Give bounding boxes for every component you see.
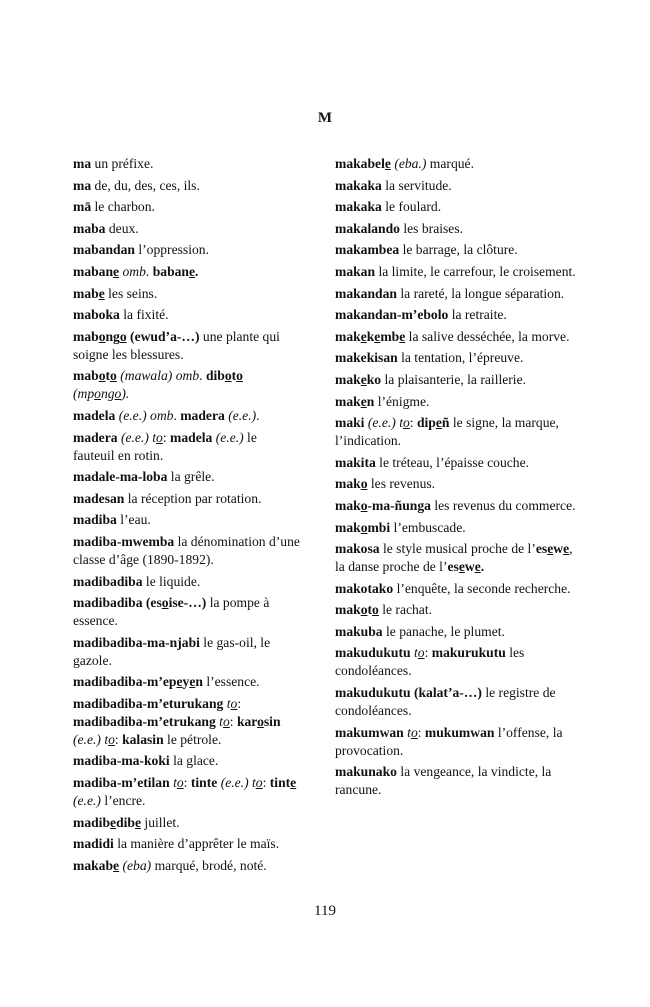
entry-text: . <box>199 368 206 384</box>
entry-text: le foulard. <box>381 199 442 215</box>
entry-text: les condoléances. <box>335 645 525 679</box>
entry-headword: e <box>435 415 442 431</box>
entry-text: omb <box>122 263 146 279</box>
dictionary-entry <box>73 533 301 569</box>
dictionary-entry <box>335 724 580 760</box>
dictionary-entry <box>73 468 301 486</box>
entry-text: un préfixe. <box>91 156 154 171</box>
dictionary-entry <box>73 594 301 630</box>
entry-headword: mbi <box>367 519 391 535</box>
entry-headword: e <box>134 814 142 830</box>
entry-text: o <box>255 775 263 791</box>
dictionary-entry <box>335 349 580 367</box>
entry-headword: ñ <box>441 415 450 431</box>
dictionary-entry <box>335 393 580 411</box>
entry-headword: madidi <box>73 836 114 852</box>
entry-headword: o <box>257 713 264 729</box>
entry-text: les revenus. <box>367 476 436 492</box>
entry-headword: w <box>464 559 475 575</box>
entry-headword: mak <box>335 497 361 513</box>
entry-headword: mak <box>335 476 361 492</box>
entry-text: . <box>145 263 153 279</box>
entry-headword: (ewud’a-…) <box>126 328 200 344</box>
entry-text: o <box>417 645 425 661</box>
entry-text: les braises. <box>399 220 464 236</box>
dictionary-entry <box>73 177 301 195</box>
entry-headword: e <box>374 328 381 344</box>
dictionary-column-right <box>335 155 580 803</box>
entry-headword: e <box>474 559 481 575</box>
dictionary-entry <box>73 155 301 173</box>
entry-headword: mab <box>73 285 99 301</box>
dictionary-entry <box>73 285 301 303</box>
entry-headword: e <box>360 328 367 344</box>
entry-text: (e.e.) t <box>120 429 157 445</box>
entry-headword: madela <box>170 429 213 445</box>
entry-headword: madiba <box>73 512 117 528</box>
entry-headword: makunako <box>335 764 397 780</box>
entry-headword: e <box>360 371 367 387</box>
entry-text: le fauteuil en rotin. <box>73 429 257 463</box>
entry-headword: madibadiba-m’etrukang <box>73 713 216 729</box>
entry-text: la vengeance, la vindicte, la rancune. <box>335 764 552 798</box>
dictionary-entry <box>335 684 580 720</box>
entry-headword: e <box>458 559 465 575</box>
entry-headword: o <box>360 476 368 492</box>
entry-text: le gas-oil, le gazole. <box>73 634 271 668</box>
entry-headword: mak <box>335 519 361 535</box>
entry-text: la manière d’apprêter le maïs. <box>113 836 280 852</box>
entry-headword: mabandan <box>73 242 135 258</box>
entry-text: o <box>402 415 410 431</box>
dictionary-entry <box>73 490 301 508</box>
dictionary-entry <box>73 673 301 691</box>
dictionary-entry <box>73 263 301 281</box>
entry-headword: mab <box>73 328 99 344</box>
entry-headword: makurukutu <box>431 645 506 661</box>
entry-headword: e <box>113 263 120 279</box>
dictionary-entry <box>335 155 580 173</box>
entry-headword: y <box>182 674 190 690</box>
dictionary-entry <box>335 601 580 619</box>
entry-headword: mā <box>73 199 92 215</box>
entry-text: la limite, le carrefour, le croisement. <box>375 263 576 279</box>
dictionary-entry <box>73 328 301 364</box>
entry-headword: maboka <box>73 307 120 323</box>
entry-headword: e <box>547 541 554 557</box>
entry-headword: n <box>366 393 375 409</box>
entry-headword: o <box>360 602 368 618</box>
dictionary-entry <box>73 241 301 259</box>
entry-text: juillet. <box>141 814 180 830</box>
entry-headword: e <box>399 328 406 344</box>
entry-headword: mab <box>73 368 99 384</box>
entry-headword: es <box>535 541 548 557</box>
entry-headword: sin <box>263 713 281 729</box>
entry-headword: o <box>360 519 368 535</box>
entry-text: la salive desséchée, la morve. <box>405 328 570 344</box>
dictionary-entry <box>73 429 301 465</box>
entry-text: l’encre. <box>100 793 146 809</box>
entry-text: le style musical proche de l’ <box>379 541 536 557</box>
entry-headword: kar <box>236 713 258 729</box>
dictionary-entry <box>335 475 580 493</box>
entry-text: o <box>230 695 238 711</box>
entry-headword: maban <box>73 263 114 279</box>
entry-headword: madale-ma-loba <box>73 469 168 485</box>
dictionary-entry <box>73 774 301 810</box>
entry-text: t <box>173 775 177 791</box>
entry-text: t <box>226 695 231 711</box>
entry-text: : <box>162 429 171 445</box>
entry-text: l’eau. <box>116 512 151 528</box>
dictionary-entry <box>73 407 301 425</box>
entry-headword: madibadiba (es <box>73 595 162 611</box>
entry-headword: t <box>367 602 373 618</box>
entry-text: la plaisanterie, la raillerie. <box>381 371 527 387</box>
entry-headword: . <box>195 263 199 279</box>
dictionary-column-left <box>73 155 301 878</box>
entry-headword: makan <box>335 263 376 279</box>
entry-headword: kalasin <box>122 731 164 747</box>
entry-headword: makalando <box>335 220 400 236</box>
entry-headword: n <box>195 674 203 690</box>
entry-text: : <box>424 645 432 661</box>
entry-headword: madibadiba-m’eturukang <box>73 695 224 711</box>
dictionary-entry <box>73 367 301 403</box>
entry-headword: madibadiba <box>73 573 143 589</box>
entry-headword: makuba <box>335 623 383 639</box>
entry-headword: o <box>110 368 117 384</box>
entry-headword: e <box>290 775 297 791</box>
entry-headword: e <box>113 857 120 873</box>
entry-text: la grêle. <box>167 469 215 485</box>
dictionary-entry <box>73 220 301 238</box>
entry-headword: ma <box>73 156 92 171</box>
entry-headword: t <box>105 368 111 384</box>
entry-headword: makotako <box>335 580 394 596</box>
entry-text: (e.e.) <box>215 429 244 445</box>
entry-text: . <box>173 407 181 423</box>
entry-headword: mak <box>335 393 361 409</box>
entry-headword: ma <box>73 177 92 193</box>
entry-text: la servitude. <box>381 177 452 193</box>
entry-headword: w <box>553 541 564 557</box>
dictionary-entry <box>335 285 580 303</box>
dictionary-entry <box>335 497 580 515</box>
entry-headword: dib <box>116 814 135 830</box>
entry-text: : <box>237 695 242 711</box>
entry-text: : <box>229 713 237 729</box>
dictionary-entry <box>73 752 301 770</box>
entry-headword: k <box>366 328 375 344</box>
entry-headword: e <box>189 674 196 690</box>
dictionary-entry <box>335 540 580 576</box>
dictionary-entry <box>335 371 580 389</box>
entry-headword: . <box>480 559 485 575</box>
entry-headword: makandan-m’ebolo <box>335 307 449 323</box>
entry-text: , la danse proche de l’ <box>335 541 573 575</box>
page-number: 119 <box>314 903 336 919</box>
entry-text: t <box>413 645 418 661</box>
entry-text: . <box>256 407 260 423</box>
entry-text: ). <box>121 386 130 402</box>
entry-headword: makaka <box>335 177 382 193</box>
dictionary-entry <box>73 634 301 670</box>
entry-headword: mak <box>335 328 361 344</box>
entry-text: : <box>409 415 417 431</box>
entry-text: le rachat. <box>378 602 433 618</box>
dictionary-entry <box>335 306 580 324</box>
dictionary-entry <box>335 241 580 259</box>
entry-headword: mak <box>335 371 361 387</box>
entry-headword: dip <box>416 415 436 431</box>
entry-text: les revenus du commerce. <box>430 497 576 513</box>
page-letter-heading: M <box>317 110 333 126</box>
dictionary-entry <box>73 857 301 875</box>
entry-headword: makosa <box>335 541 380 557</box>
entry-text: le tréteau, l’épaisse couche. <box>375 454 530 470</box>
entry-headword: madib <box>73 814 111 830</box>
entry-headword: o <box>98 368 106 384</box>
entry-headword: ko <box>366 371 382 387</box>
entry-text: o <box>94 386 101 402</box>
entry-text: la rareté, la longue séparation. <box>396 285 565 301</box>
entry-text: (e.e.) t <box>73 731 109 747</box>
dictionary-entry <box>335 198 580 216</box>
entry-text: (eba.) <box>394 156 427 171</box>
entry-text: (e.e.) <box>73 793 101 809</box>
entry-headword: madibadiba-ma-njabi <box>73 634 200 650</box>
entry-headword: e <box>360 393 367 409</box>
entry-text: t <box>407 724 411 740</box>
entry-text: le signe, la marque, l’indication. <box>335 415 559 449</box>
entry-text: le panache, le plumet. <box>382 623 505 639</box>
entry-headword: makekisan <box>335 350 398 366</box>
entry-headword: tint <box>269 775 291 791</box>
entry-text: (e.e.) <box>228 407 257 423</box>
entry-text: (mawala) omb <box>120 368 200 384</box>
entry-text: (e.e.) t <box>367 415 403 431</box>
entry-headword: -ma-ñunga <box>367 497 431 513</box>
entry-headword: madiba-ma-koki <box>73 753 170 769</box>
entry-headword: e <box>384 156 391 171</box>
entry-headword: o <box>372 602 379 618</box>
entry-headword: dib <box>205 368 225 384</box>
dictionary-entry <box>73 511 301 529</box>
entry-text: l’embuscade. <box>390 519 466 535</box>
entry-text: la pompe à essence. <box>73 595 270 629</box>
entry-headword: e <box>189 263 196 279</box>
entry-headword: madera <box>180 407 225 423</box>
entry-headword: madera <box>73 429 118 445</box>
entry-headword: tinte <box>190 775 218 791</box>
entry-headword: makabel <box>335 156 385 171</box>
entry-text: le liquide. <box>142 573 201 589</box>
entry-text: l’oppression. <box>134 242 209 258</box>
entry-text: o <box>114 386 122 402</box>
entry-text: : <box>262 775 270 791</box>
dictionary-entry <box>73 835 301 853</box>
entry-headword: e <box>98 285 105 301</box>
entry-headword: madiba-m’etilan <box>73 775 170 791</box>
entry-text: marqué, brodé, noté. <box>151 857 267 873</box>
entry-text: deux. <box>105 220 139 236</box>
entry-text: ng <box>100 386 115 402</box>
entry-text: o <box>176 775 184 791</box>
entry-text: l’énigme. <box>374 393 430 409</box>
entry-text: o <box>410 724 418 740</box>
entry-headword: o <box>224 368 232 384</box>
entry-headword: makita <box>335 454 376 470</box>
entry-headword: madibadiba-m’ep <box>73 674 177 690</box>
entry-text: le registre de condoléances. <box>335 685 556 719</box>
entry-text: les seins. <box>104 285 158 301</box>
dictionary-entry <box>335 220 580 238</box>
entry-headword: o <box>161 595 169 611</box>
dictionary-entry <box>73 695 301 749</box>
entry-headword: o <box>119 328 127 344</box>
entry-headword: makaka <box>335 199 382 215</box>
entry-text: (e.e.) omb <box>118 407 174 423</box>
dictionary-entry <box>335 177 580 195</box>
dictionary-entry <box>73 814 301 832</box>
entry-headword: maba <box>73 220 106 236</box>
entry-text: o <box>156 429 163 445</box>
entry-headword: t <box>231 368 237 384</box>
entry-text: l’essence. <box>202 674 260 690</box>
entry-headword: madela <box>73 407 116 423</box>
entry-text: une plante qui soigne les blessures. <box>73 328 280 362</box>
entry-text: l’offense, la provocation. <box>335 724 563 758</box>
entry-text: : <box>417 724 425 740</box>
entry-headword: mak <box>335 602 361 618</box>
entry-headword: makumwan <box>335 724 404 740</box>
entry-text: (eba) <box>122 857 152 873</box>
entry-headword: o <box>98 328 106 344</box>
dictionary-entry <box>335 414 580 450</box>
entry-text: l’enquête, la seconde recherche. <box>393 580 571 596</box>
entry-headword: o <box>360 497 368 513</box>
entry-text: la dénomination d’une classe d’âge (1890-1892). <box>73 533 300 567</box>
entry-text: le pétrole. <box>163 731 222 747</box>
entry-headword: makambea <box>335 242 400 258</box>
entry-headword: makab <box>73 857 114 873</box>
dictionary-entry <box>335 454 580 472</box>
entry-headword: e <box>176 674 183 690</box>
entry-headword: o <box>236 368 243 384</box>
entry-headword: ise-…) <box>168 595 207 611</box>
entry-headword: e <box>110 814 117 830</box>
dictionary-entry <box>335 763 580 799</box>
entry-headword: baban <box>152 263 189 279</box>
entry-headword: madesan <box>73 490 125 506</box>
entry-headword: ng <box>105 328 120 344</box>
entry-text: o <box>222 713 230 729</box>
dictionary-entry <box>73 306 301 324</box>
entry-text: la réception par rotation. <box>124 490 262 506</box>
entry-text: : <box>114 731 123 747</box>
entry-text: la retraite. <box>448 307 507 323</box>
dictionary-entry <box>335 328 580 346</box>
entry-text: (e.e.) t <box>220 775 256 791</box>
entry-text: t <box>219 713 223 729</box>
dictionary-entry <box>73 573 301 591</box>
entry-headword: mb <box>380 328 400 344</box>
entry-headword: makudukutu (kalat’a-…) <box>335 685 482 701</box>
entry-text: la glace. <box>169 753 219 769</box>
entry-headword: makudukutu <box>335 645 411 661</box>
entry-text: le charbon. <box>91 199 155 215</box>
entry-text: o <box>108 731 115 747</box>
entry-text: la tentation, l’épreuve. <box>397 350 524 366</box>
dictionary-entry <box>335 644 580 680</box>
entry-headword: madiba-mwemba <box>73 533 175 549</box>
dictionary-entry <box>335 580 580 598</box>
dictionary-entry <box>335 519 580 537</box>
entry-headword: e <box>563 541 570 557</box>
entry-headword: makandan <box>335 285 397 301</box>
entry-headword: es <box>447 559 459 575</box>
entry-text: la fixité. <box>119 307 169 323</box>
dictionary-entry <box>335 623 580 641</box>
entry-headword: mukumwan <box>424 724 495 740</box>
dictionary-entry <box>335 263 580 281</box>
dictionary-entry <box>73 198 301 216</box>
entry-text: : <box>183 775 191 791</box>
entry-headword: maki <box>335 415 365 431</box>
entry-text: (mp <box>73 386 95 402</box>
entry-text: de, du, des, ces, ils. <box>91 177 200 193</box>
entry-text: le barrage, la clôture. <box>399 242 518 258</box>
entry-text: marqué. <box>426 156 474 171</box>
